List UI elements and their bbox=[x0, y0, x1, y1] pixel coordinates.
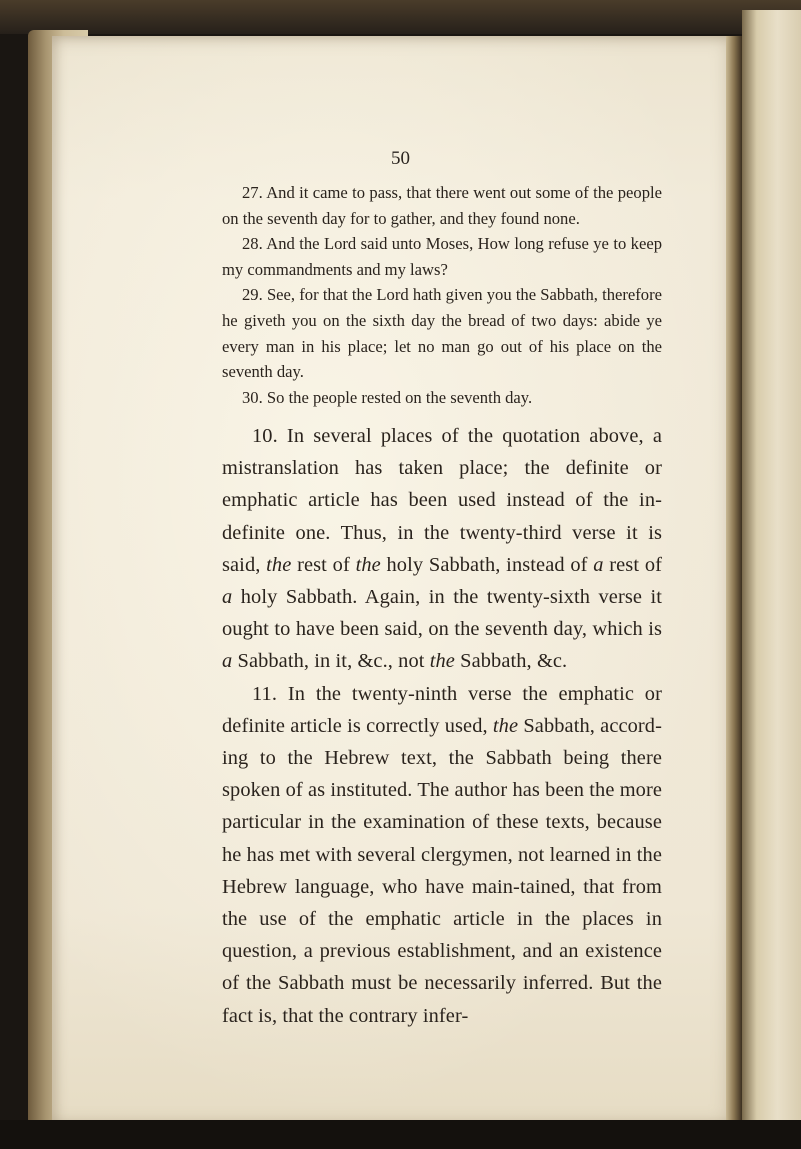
italic-the: the bbox=[492, 714, 519, 737]
paragraph-10-text-3: holy Sabbath, instead of bbox=[386, 553, 588, 576]
italic-a: a bbox=[222, 586, 233, 609]
paragraph-11-text-1: 11. In the twenty-ninth verse the emphatic or definite article is correctly used, bbox=[222, 682, 662, 737]
italic-the: the bbox=[266, 553, 292, 576]
paragraph-10-text-4: rest of bbox=[609, 553, 663, 576]
paragraph-11 bbox=[222, 678, 662, 1032]
paragraph-10-text-7: Sabbath, &c. bbox=[460, 650, 568, 673]
verse-28: 28. And the Lord said unto Moses, How long refuse ye to keep my commandments and my laws? bbox=[222, 234, 662, 279]
quoted-verses bbox=[222, 180, 662, 410]
verse-29: 29. See, for that the Lord hath given you the Sabbath, therefore he giveth you on the sixth day the bread of two days: abide ye every man in his place; let no man go out of his place on the seventh day. bbox=[222, 285, 662, 382]
page-number: 50 bbox=[391, 148, 410, 169]
paragraph-10 bbox=[222, 420, 662, 678]
verse-30: 30. So the people rested on the seventh day. bbox=[242, 387, 533, 407]
verse-27: 27. And it came to pass, that there went out some of the people on the seventh day for to gather, and they found none. bbox=[222, 183, 662, 228]
paragraph-11-text-2: Sabbath, accord-ing to the Hebrew text, the Sabbath being there spoken of as instituted. The author has been the more particular in the examination of these texts, because he has met with several clergymen, not learned in the Hebrew language, who have main-tained, that from the use of the emphatic article in the places in question, a previous establishment, and an existence of the Sabbath must be necessarily inferred. But the fact is, that the contrary infer- bbox=[222, 714, 662, 1027]
paragraph-10-text-6: Sabbath, in it, &c., not bbox=[237, 650, 425, 673]
body-text bbox=[222, 420, 662, 1032]
italic-a: a bbox=[593, 553, 604, 576]
paragraph-10-text-2: rest of bbox=[297, 553, 350, 576]
paragraph-10-text-1: 10. In several places of the quotation above, a mistranslation has taken place; the definite or emphatic article has been used instead of the in-definite one. Thus, in the twenty-third verse it is said, bbox=[222, 425, 662, 576]
paragraph-10-text-5: holy Sabbath. Again, in the twenty-sixth verse it ought to have been said, on the seventh day, which is bbox=[222, 586, 662, 641]
italic-the: the bbox=[429, 650, 455, 673]
italic-a: a bbox=[222, 650, 233, 673]
italic-the: the bbox=[355, 553, 381, 576]
